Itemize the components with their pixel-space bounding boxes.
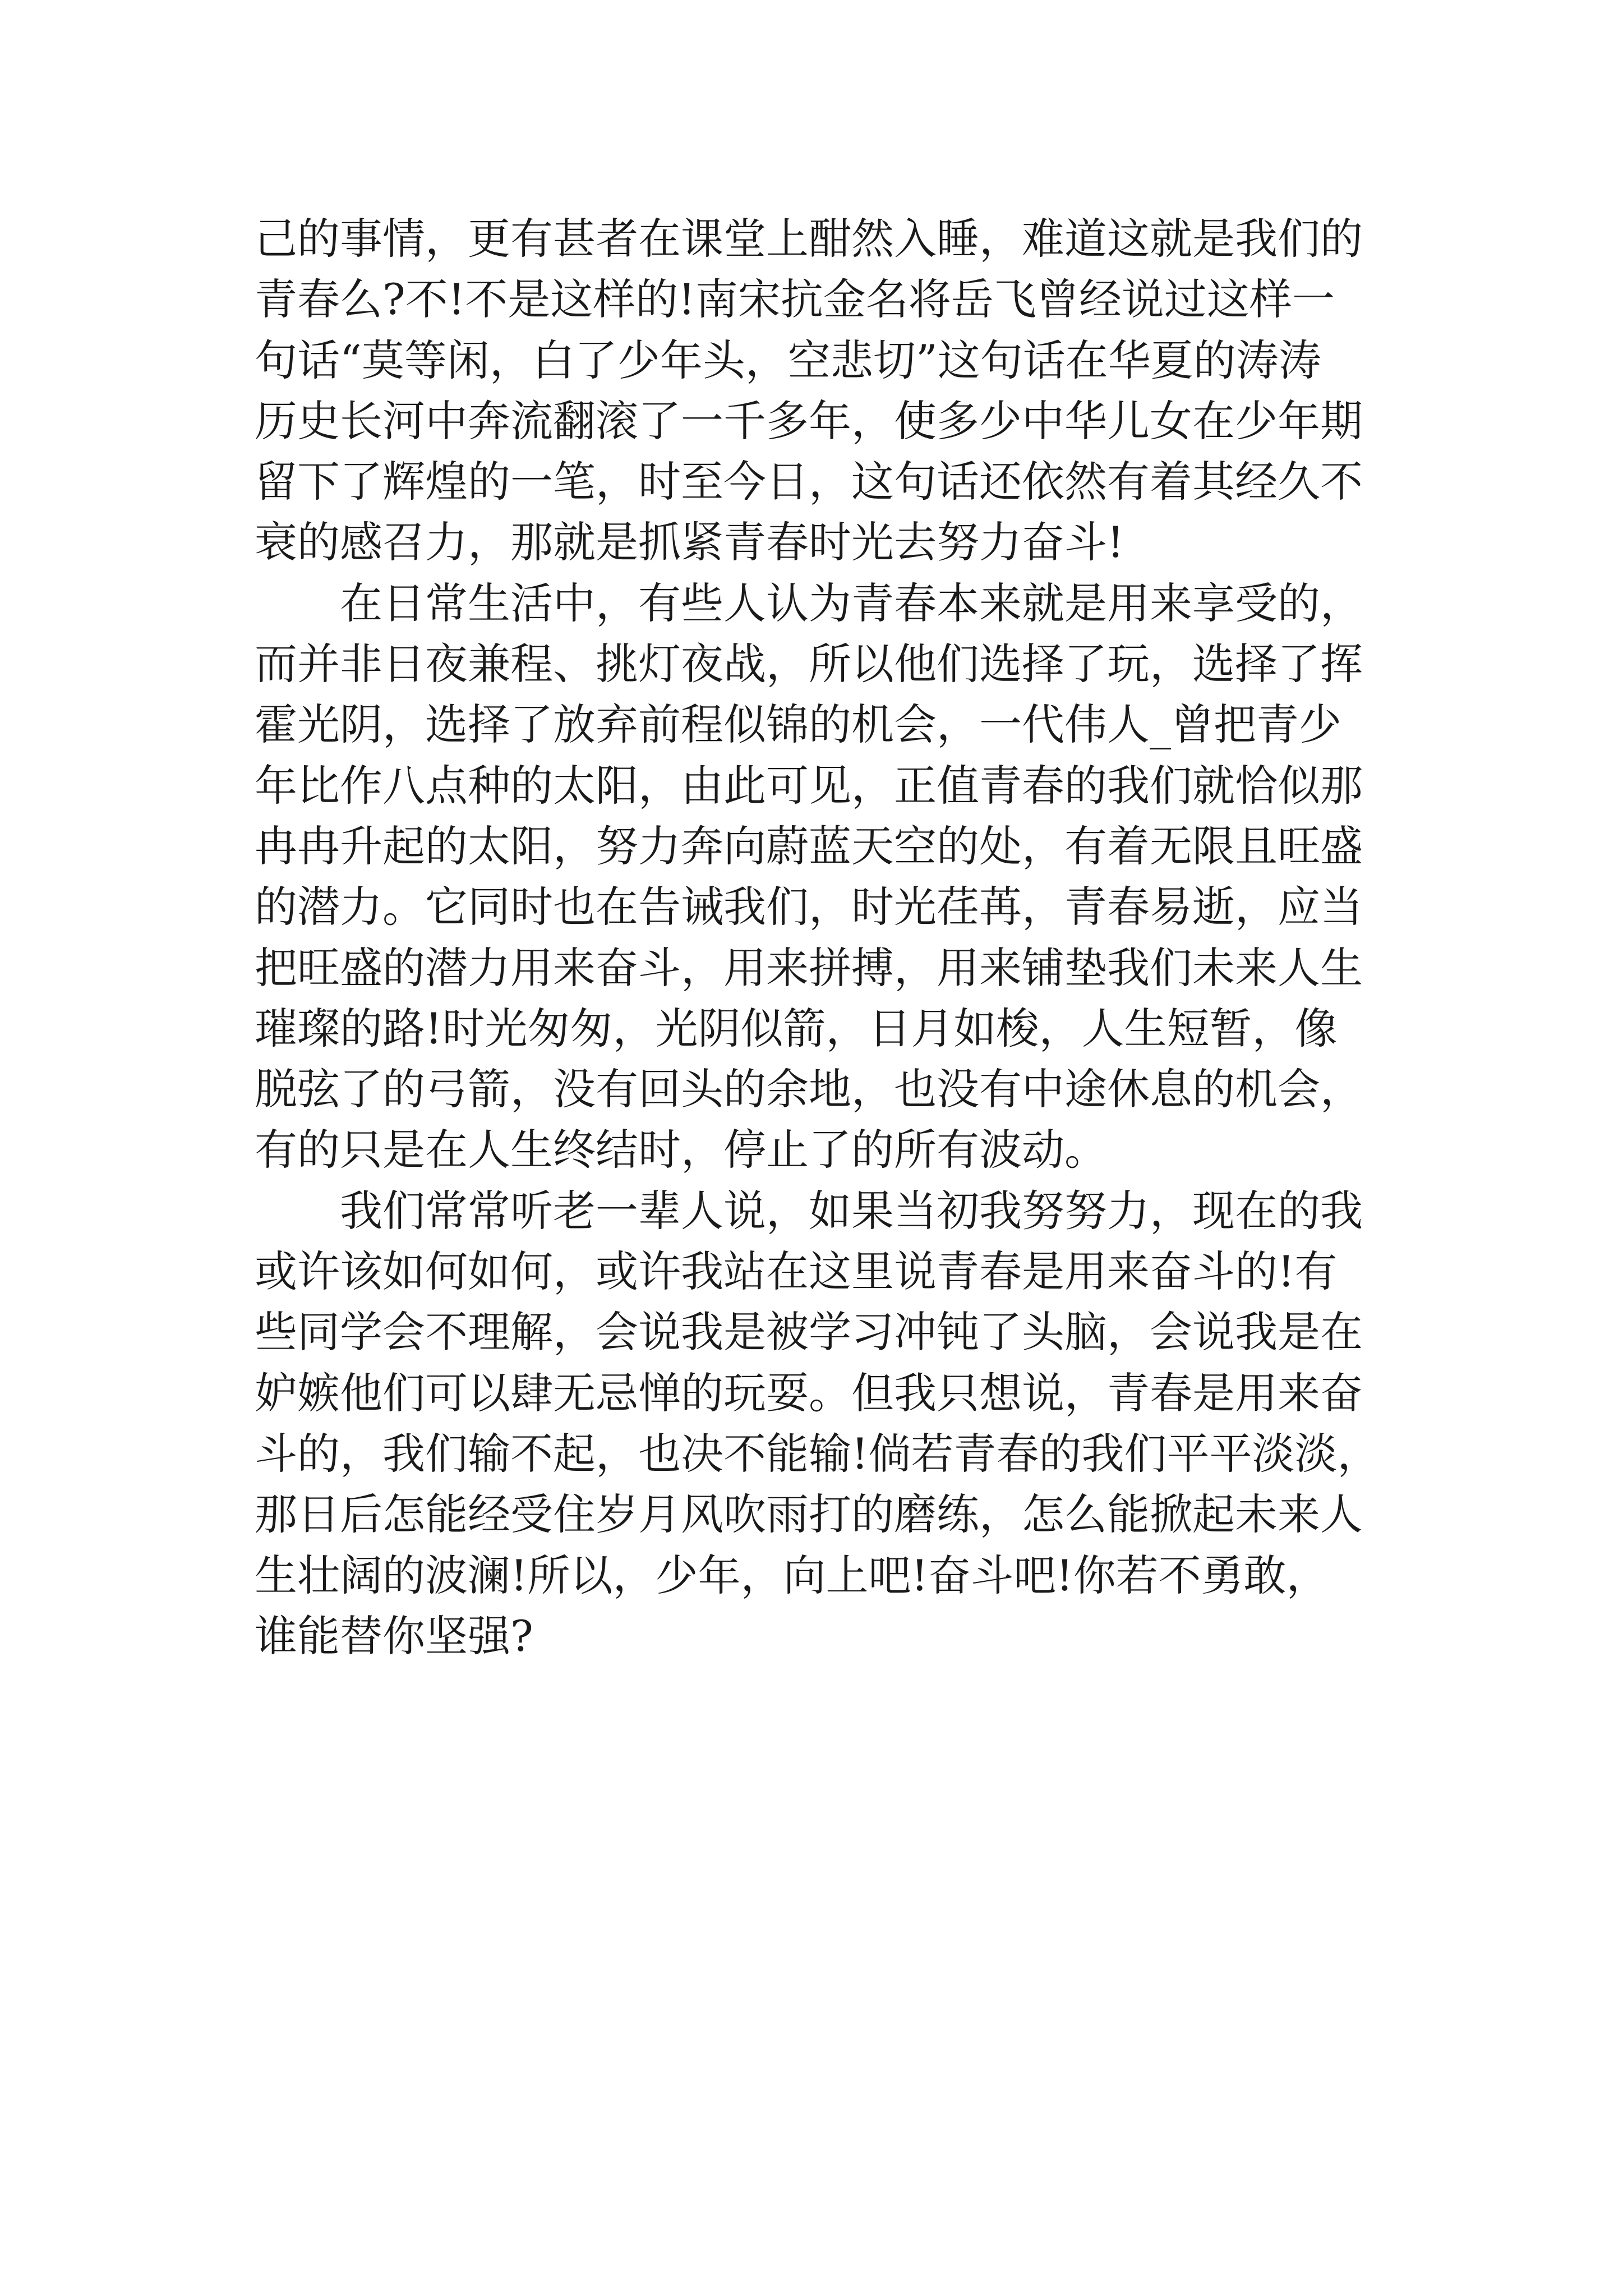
- text-line: 些同学会不理解，会说我是被学习冲钝了头脑，会说我是在: [255, 1307, 1363, 1358]
- text-line: 谁能替你坚强?: [255, 1611, 533, 1661]
- text-line: 有的只是在人生终结时，停止了的所有波动。: [255, 1125, 1107, 1175]
- text-line: 句话“莫等闲，白了少年头，空悲切”这句话在华夏的涛涛: [255, 335, 1321, 385]
- paragraph-2: [255, 573, 1432, 1181]
- text-line: 把旺盛的潜力用来奋斗，用来拼搏，用来铺垫我们未来人生: [255, 942, 1363, 993]
- text-line: 冉冉升起的太阳，努力奔向蔚蓝天空的处，有着无限且旺盛: [255, 821, 1363, 871]
- text-line: 己的事情，更有甚者在课堂上酣然入睡，难道这就是我们的: [255, 214, 1363, 264]
- paragraph-3: [255, 1181, 1432, 1667]
- text-line: 而并非日夜兼程、挑灯夜战，所以他们选择了玩，选择了挥: [255, 639, 1363, 689]
- text-line: 妒嫉他们可以肆无忌惮的玩耍。但我只想说，青春是用来奋: [255, 1368, 1363, 1418]
- text-line: 在日常生活中，有些人认为青春本来就是用来享受的，: [340, 578, 1363, 628]
- text-line: 斗的，我们输不起，也决不能输!倘若青春的我们平平淡淡，: [255, 1428, 1380, 1479]
- text-line: 璀璨的路!时光匆匆，光阴似箭，日月如梭，人生短暂，像: [255, 1003, 1338, 1053]
- document-body: [255, 209, 1432, 1667]
- text-line: 霍光阴，选择了放弃前程似锦的机会，一代伟人_曾把青少: [255, 700, 1341, 750]
- text-line: 的潜力。它同时也在告诫我们，时光荏苒，青春易逝，应当: [255, 882, 1363, 932]
- text-line: 脱弦了的弓箭，没有回头的余地，也没有中途休息的机会，: [255, 1064, 1363, 1115]
- text-line: 留下了辉煌的一笔，时至今日，这句话还依然有着其经久不: [255, 457, 1363, 507]
- text-line: 或许该如何如何，或许我站在这里说青春是用来奋斗的!有: [255, 1246, 1338, 1297]
- text-line: 那日后怎能经受住岁月风吹雨打的磨练，怎么能掀起未来人: [255, 1489, 1363, 1540]
- text-line: 历史长河中奔流翻滚了一千多年，使多少中华儿女在少年期: [255, 395, 1363, 446]
- text-line: 年比作八点种的太阳，由此可见，正值青春的我们就恰似那: [255, 760, 1363, 811]
- text-line: 生壮阔的波澜!所以，少年，向上吧!奋斗吧!你若不勇敢，: [255, 1550, 1329, 1600]
- text-line: 衰的感召力，那就是抓紧青春时光去努力奋斗!: [255, 517, 1124, 568]
- text-line: 青春么?不!不是这样的!南宋抗金名将岳飞曾经说过这样一: [255, 274, 1335, 325]
- paragraph-1: [255, 209, 1432, 573]
- text-line: 我们常常听老一辈人说，如果当初我努努力，现在的我: [340, 1185, 1363, 1236]
